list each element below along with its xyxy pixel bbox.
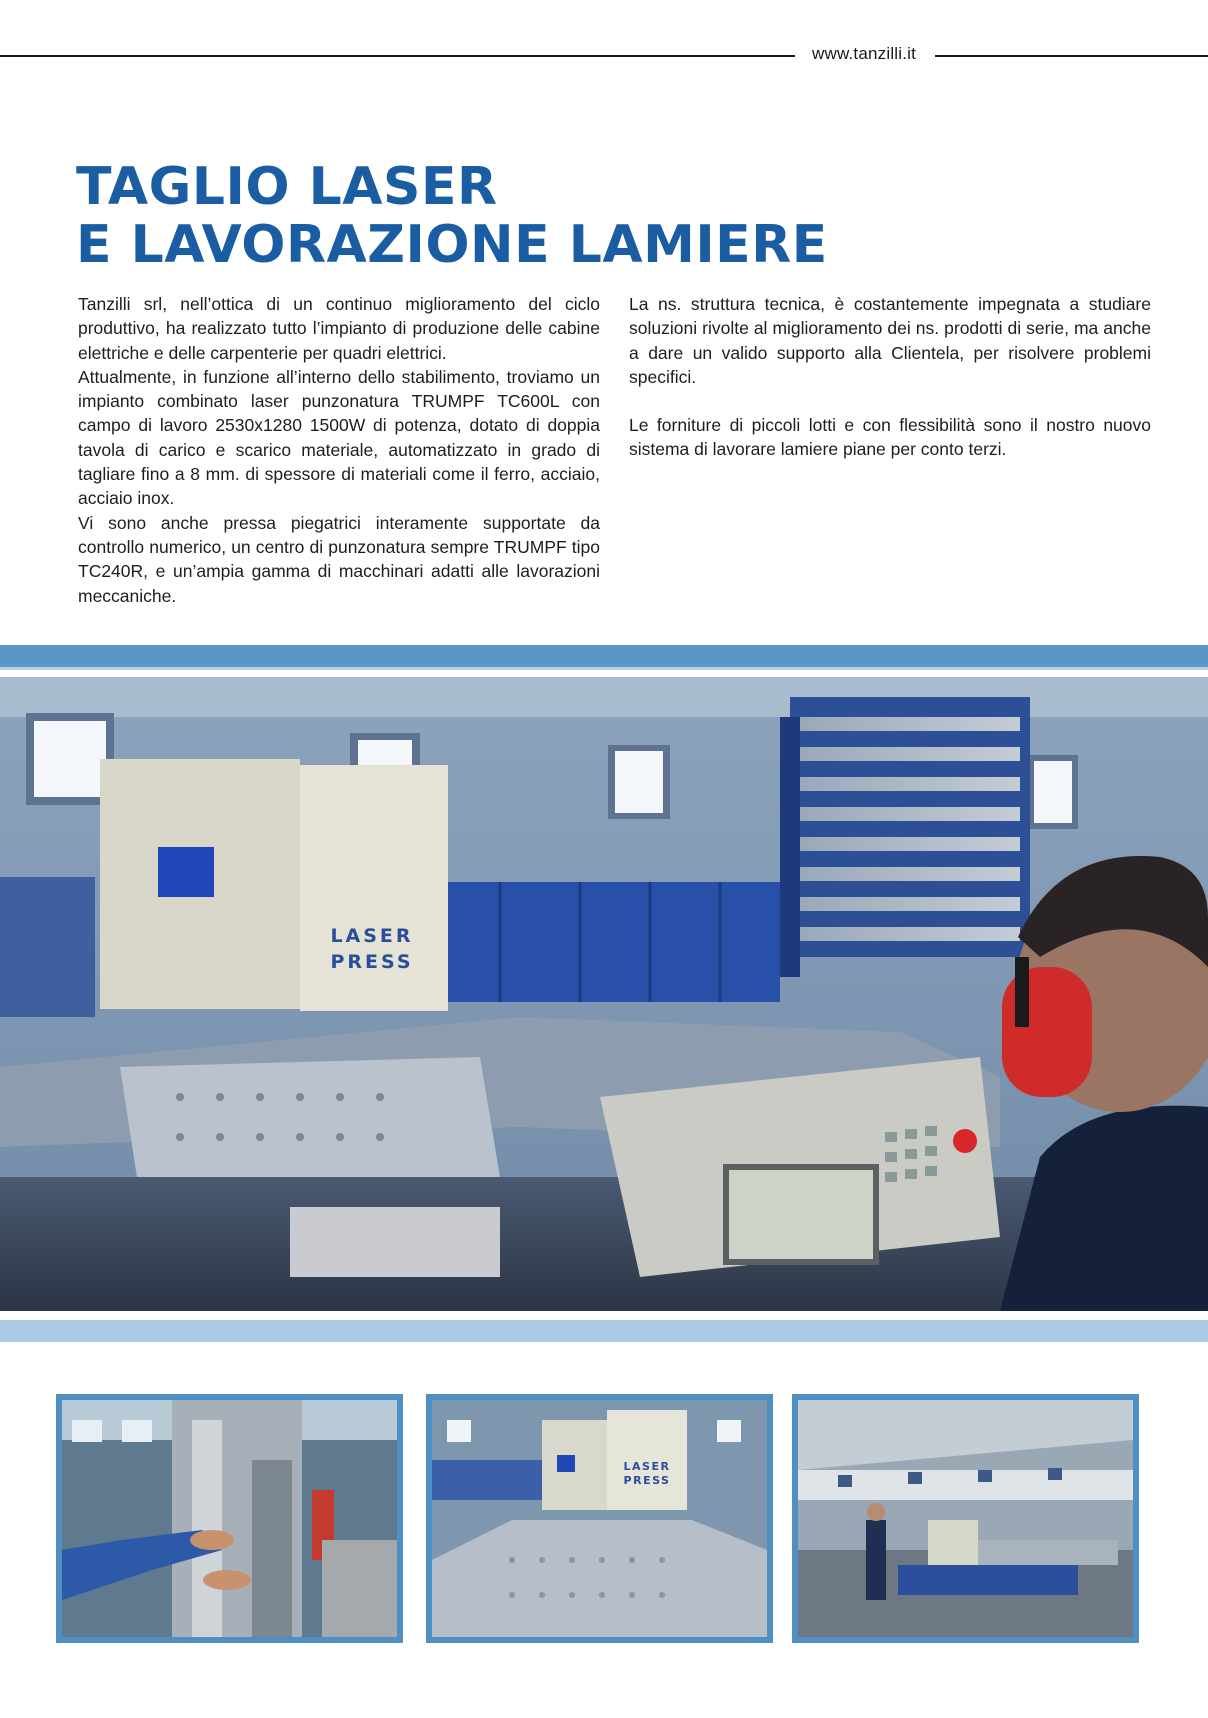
thumbnail-frame-1	[56, 1394, 403, 1643]
paragraph: La ns. struttura tecnica, è costantemente impegnata a studiare soluzioni rivolte al miglioramento dei ns. prodotti di serie, ma anche a dare un valido supporto alla Clientela, per risolvere problemi specifici.	[629, 294, 1151, 387]
site-url[interactable]: www.tanzilli.it	[812, 44, 917, 63]
right-text-column	[629, 292, 1151, 462]
title-line-1: TAGLIO LASER	[76, 157, 498, 217]
paragraph: Attualmente, in funzione all’interno dello stabilimento, troviamo un impianto combinato laser punzonatura TRUMPF TC600L con campo di lavoro 2530x1280 1500W di potenza, dotato di doppia tavola di carico e scarico materiale, automatizzato in grado di tagliare fino a 8 mm. di spessore di materiali come il ferro, acciaio, acciaio inox.	[78, 366, 600, 509]
thumb-label-line-2: PRESS	[623, 1474, 671, 1487]
decorative-band-bottom	[0, 1320, 1208, 1342]
paragraph: Le forniture di piccoli lotti e con flessibilità sono il nostro nuovo sistema di lavorare lamiere piane per conto terzi.	[629, 415, 1151, 460]
left-text-column	[78, 292, 600, 608]
thumbnail-photo-laser-press	[432, 1400, 767, 1637]
title-line-2: E LAVORAZIONE LAMIERE	[76, 215, 828, 275]
thumbnail-frame-2	[426, 1394, 773, 1643]
paragraph: Tanzilli srl, nell’ottica di un continuo miglioramento del ciclo produttivo, ha realizzato tutto l’impianto di produzione delle cabine elettriche e delle carpenterie per quadri elettrici.	[78, 294, 600, 363]
header-rule-right	[935, 55, 1208, 57]
thumbnail-photo-press-brake	[62, 1400, 397, 1637]
thumbnail-photo-workshop	[798, 1400, 1133, 1637]
header-rule	[0, 55, 795, 57]
machine-label-line-1: LASER	[330, 925, 414, 947]
machine-label-line-2: PRESS	[330, 951, 414, 973]
paragraph: Vi sono anche pressa piegatrici interamente supportate da controllo numerico, un centro di punzonatura sempre TRUMPF tipo TC240R, e un’ampia gamma di macchinari adatti alle lavorazioni meccaniche.	[78, 512, 600, 606]
thumb-label-line-1: LASER	[623, 1460, 671, 1473]
page-title	[76, 158, 828, 274]
thumbnail-frame-3	[792, 1394, 1139, 1643]
main-photo-laser-press	[0, 677, 1208, 1311]
decorative-band-top	[0, 645, 1208, 670]
